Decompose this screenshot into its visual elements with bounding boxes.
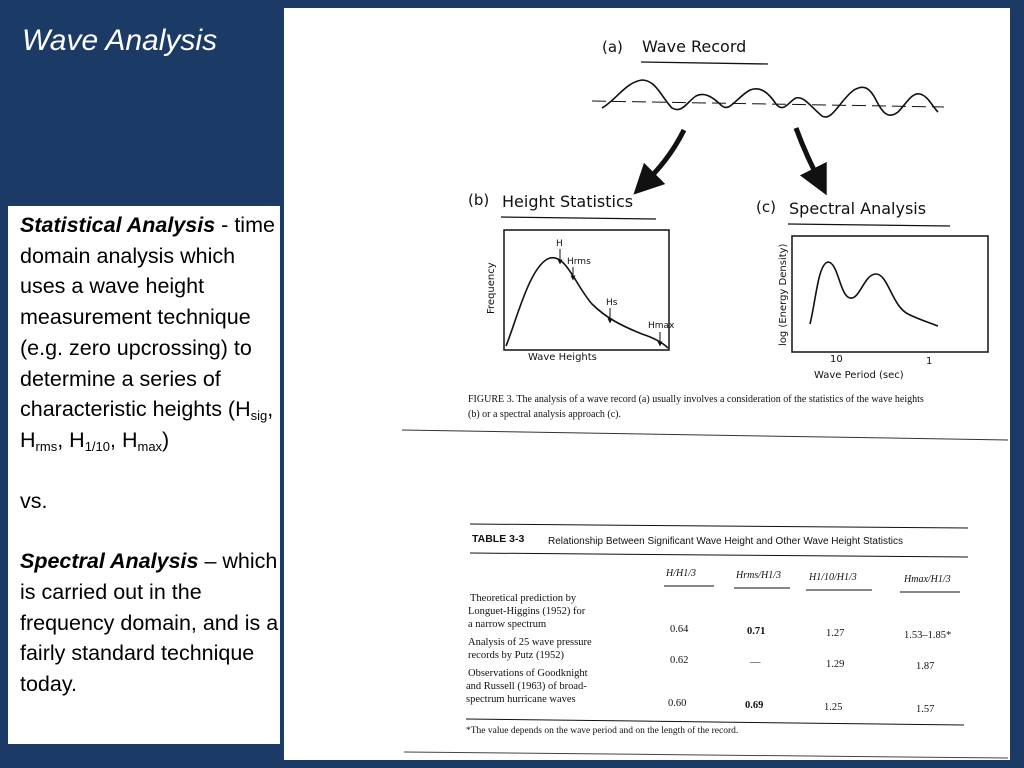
row-2-value-h: 0.62 (670, 655, 689, 666)
row-3-value-h: 0.60 (668, 698, 687, 709)
height-distribution-curve (506, 258, 668, 348)
height-stats-underline (501, 217, 656, 219)
sub-rms: rms (35, 438, 58, 454)
page-divider (402, 430, 1008, 440)
table-bottom-rule (466, 719, 964, 725)
col-hmax: Hmax/H1/3 (904, 574, 951, 585)
spectral-label: (c) (756, 198, 776, 216)
spectral-analysis-paragraph (20, 546, 280, 700)
spectral-analysis-body: which is carried out in the frequency domain, and is a fairly standard technique today. (20, 549, 279, 697)
arrow-to-spectral-analysis (796, 128, 820, 182)
row-1-label-line-3: a narrow spectrum (468, 619, 547, 630)
table-header-rule (470, 553, 968, 557)
col-hrms: Hrms/H1/3 (736, 570, 782, 581)
row-3-label-line-2: and Russell (1963) of broad- (466, 681, 587, 692)
wave-analysis-figure (284, 8, 1010, 760)
sub-1-10: 1/10 (84, 438, 110, 454)
heading-dash: - (215, 213, 229, 237)
row-2-label-line-2: records by Putz (1952) (468, 650, 564, 661)
row-2-value-hmax: 1.87 (916, 661, 935, 672)
row-3-label-line-3: spectrum hurricane waves (466, 694, 576, 705)
table-title: TABLE 3-3 (472, 533, 525, 545)
height-stats-plot-frame (504, 230, 669, 350)
height-stats-title: Height Statistics (502, 192, 634, 211)
row-1-value-hmax: 1.53–1.85* (904, 630, 952, 641)
figure-caption-line-2: (b) or a spectral analysis approach (c). (468, 409, 621, 420)
table-top-rule (470, 524, 968, 528)
row-1-value-h110: 1.27 (826, 628, 845, 639)
spectral-plot-frame (792, 236, 988, 352)
heading-dash: – (198, 549, 217, 574)
table-subtitle: Relationship Between Significant Wave Height and Other Wave Height Statistics (548, 536, 903, 547)
tick-1: 1 (926, 356, 933, 367)
marker-hmax: Hmax (648, 321, 675, 331)
close-paren: ) (162, 427, 170, 452)
row-3-label-line-1: Observations of Goodknight (468, 668, 588, 679)
table-footnote: *The value depends on the wave period and on the length of the record. (466, 726, 739, 736)
row-1-label-line-1: Theoretical prediction by (470, 593, 577, 604)
mean-water-level-line (592, 101, 944, 107)
spectral-title: Spectral Analysis (789, 199, 927, 218)
wave-record-curve (602, 80, 938, 117)
arrow-to-height-statistics (644, 130, 684, 184)
spectral-underline (788, 224, 950, 226)
col-h-mean: H/H1/3 (666, 568, 696, 579)
separator: , H (20, 397, 274, 452)
sub-sig: sig (250, 408, 268, 424)
statistical-analysis-heading: Statistical Analysis (20, 213, 216, 237)
row-1-value-hrms: 0.71 (747, 626, 766, 637)
statistical-analysis-paragraph (20, 210, 280, 456)
row-2-label-line-1: Analysis of 25 wave pressure (468, 637, 592, 648)
row-1-value-h: 0.64 (670, 624, 689, 635)
row-2-value-h110: 1.29 (826, 659, 845, 670)
separator: , H (57, 427, 85, 452)
wave-record-underline (641, 62, 768, 64)
tick-10: 10 (830, 354, 843, 365)
sub-max: max (137, 438, 163, 454)
energy-spectrum-curve (810, 262, 938, 326)
wave-record-title: Wave Record (642, 37, 747, 56)
row-3-value-hrms: 0.69 (745, 700, 764, 711)
description-panel (8, 206, 280, 744)
row-2-value-hrms: — (750, 657, 761, 668)
vs-text: vs. (20, 488, 48, 513)
row-1-label-line-2: Longuet-Higgins (1952) for (468, 606, 586, 617)
spectral-analysis-heading: Spectral Analysis (20, 549, 199, 574)
height-stats-label: (b) (468, 191, 490, 209)
marker-hs: Hs (606, 298, 618, 308)
wave-heights-axis-label: Wave Heights (528, 352, 597, 363)
row-3-value-hmax: 1.57 (916, 704, 935, 715)
marker-h-mean: H (556, 239, 563, 249)
marker-hrms: Hrms (567, 257, 591, 267)
wave-period-axis-label: Wave Period (sec) (814, 370, 904, 381)
figure-caption-line-1: FIGURE 3. The analysis of a wave record (a) usually involves a consideration of the statistics of the wave heights (468, 394, 924, 405)
statistical-analysis-body: time domain analysis which uses a wave height measurement technique (e.g. zero upcrossing) to determine a series of characteristic heights (H (20, 213, 275, 422)
frequency-axis-label: Frequency (486, 262, 497, 314)
col-h110: H1/10/H1/3 (809, 572, 857, 583)
page-bottom-rule (404, 752, 1008, 758)
energy-density-axis-label: log (Energy Density) (778, 243, 789, 346)
separator: , H (110, 427, 138, 452)
row-3-value-h110: 1.25 (824, 702, 843, 713)
wave-record-label: (a) (602, 38, 623, 56)
slide-title: Wave Analysis (22, 24, 218, 57)
figure-panel (284, 8, 1010, 760)
